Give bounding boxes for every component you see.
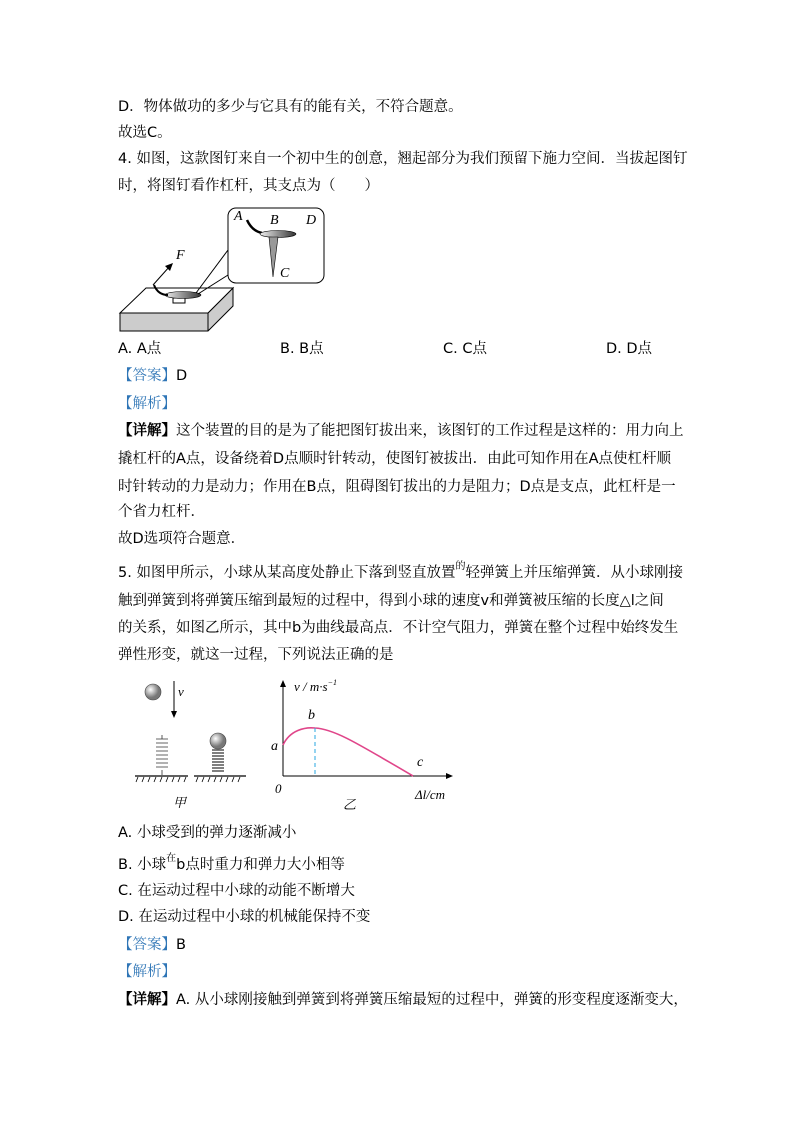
- point-label-d: D: [306, 213, 317, 228]
- stem-sup: 的: [455, 561, 466, 572]
- detail-text: 这个装置的目的是为了能把图钉拔出来，该图钉的工作过程是这样的：用力向上: [176, 423, 684, 439]
- stem-text: 5. 如图甲所示，小球从某高度处静止下落到竖直放置: [118, 565, 456, 581]
- x-axis-label: Δl/cm: [415, 787, 446, 802]
- q4-option-c: C. C点: [443, 341, 487, 357]
- q5-spring-figure: [120, 675, 460, 815]
- q4-detail-line: 撬杠杆的A点，设备绕着D点顺时针转动，使图钉被拔出．由此可知作用在A点使杠杆顺: [118, 451, 672, 467]
- point-label-c: c: [417, 755, 424, 770]
- origin-label: 0: [275, 781, 282, 796]
- q5-stem-line: 的关系，如图乙所示，其中b为曲线最高点．不计空气阻力，弹簧在整个过程中始终发生: [118, 620, 679, 636]
- point-label-b: B: [270, 213, 279, 228]
- detail-tag: 【详解】: [118, 992, 176, 1008]
- q4-detail-line: 时针转动的力是动力；作用在B点，阻碍图钉拔出的力是阻力；D点是支点，此杠杆是一: [118, 479, 676, 495]
- caption-yi: 乙: [343, 797, 357, 812]
- q5-answer: [118, 935, 186, 955]
- stem-text: 轻弹簧上并压缩弹簧．从小球刚接: [465, 565, 683, 581]
- detail-tag: 【详解】: [118, 423, 176, 439]
- velocity-curve: [283, 728, 413, 776]
- q5-analysis-tag: 【解析】: [118, 964, 176, 980]
- option-text: b点时重力和弹力大小相等: [176, 857, 345, 873]
- q5-stem-line: 弹性形变，就这一过程，下列说法正确的是: [118, 647, 394, 663]
- q5-stem-line: 触到弹簧到将弹簧压缩到最短的过程中，得到小球的速度v和弹簧被压缩的长度△l之间: [118, 593, 664, 609]
- option-sup: 在: [166, 853, 177, 864]
- q4-thumbtack-figure: [118, 203, 330, 333]
- velocity-label: v: [178, 684, 184, 699]
- q4-option-b: B. B点: [280, 341, 324, 357]
- force-label-f: F: [176, 248, 185, 263]
- q4-conclusion: 故D选项符合题意．: [118, 531, 246, 547]
- q5-detail-line: [118, 990, 688, 1010]
- y-axis-label: $v / m\cdot s^{-1}$: [294, 678, 337, 694]
- q5-option-d: D. 在运动过程中小球的机械能保持不变: [118, 909, 371, 925]
- q4-stem-line: 4. 如图，这款图钉来自一个初中生的创意，翘起部分为我们预留下施力空间．当拔起图钉: [118, 151, 688, 167]
- q4-detail-line: [118, 421, 684, 441]
- q5-stem-line: [118, 563, 683, 585]
- q4-option-d: D. D点: [606, 341, 653, 357]
- detail-text: A. 从小球刚接触到弹簧到将弹簧压缩最短的过程中，弹簧的形变程度逐渐变大，: [176, 992, 688, 1008]
- q4-detail-line: 个省力杠杆．: [118, 504, 205, 520]
- q4-analysis-tag: 【解析】: [118, 396, 176, 412]
- q4-answer: [118, 366, 187, 386]
- q5-option-a: A. 小球受到的弹力逐渐减小: [118, 825, 297, 841]
- caption-jia: 甲: [173, 795, 187, 810]
- point-label-c: C: [280, 266, 290, 281]
- answer-value: B: [176, 937, 186, 953]
- q5-option-b: [118, 855, 345, 877]
- ball-icon: [145, 684, 161, 700]
- q4-stem-line: 时，将图钉看作杠杆，其支点为（ ）: [118, 178, 379, 194]
- prev-conclusion: 故选C。: [118, 125, 172, 141]
- q4-option-a: A. A点: [118, 341, 162, 357]
- answer-tag: 【答案】: [118, 368, 176, 384]
- answer-tag: 【答案】: [118, 937, 176, 953]
- option-text: B. 小球: [118, 857, 167, 873]
- ball-icon: [210, 733, 226, 749]
- point-label-b: b: [308, 708, 315, 723]
- q5-option-c: C. 在运动过程中小球的动能不断增大: [118, 883, 355, 899]
- answer-value: D: [176, 368, 188, 384]
- point-label-a: a: [271, 739, 278, 754]
- point-label-a: A: [234, 209, 243, 224]
- prev-option-d: D．物体做功的多少与它具有的能有关，不符合题意。: [118, 99, 463, 115]
